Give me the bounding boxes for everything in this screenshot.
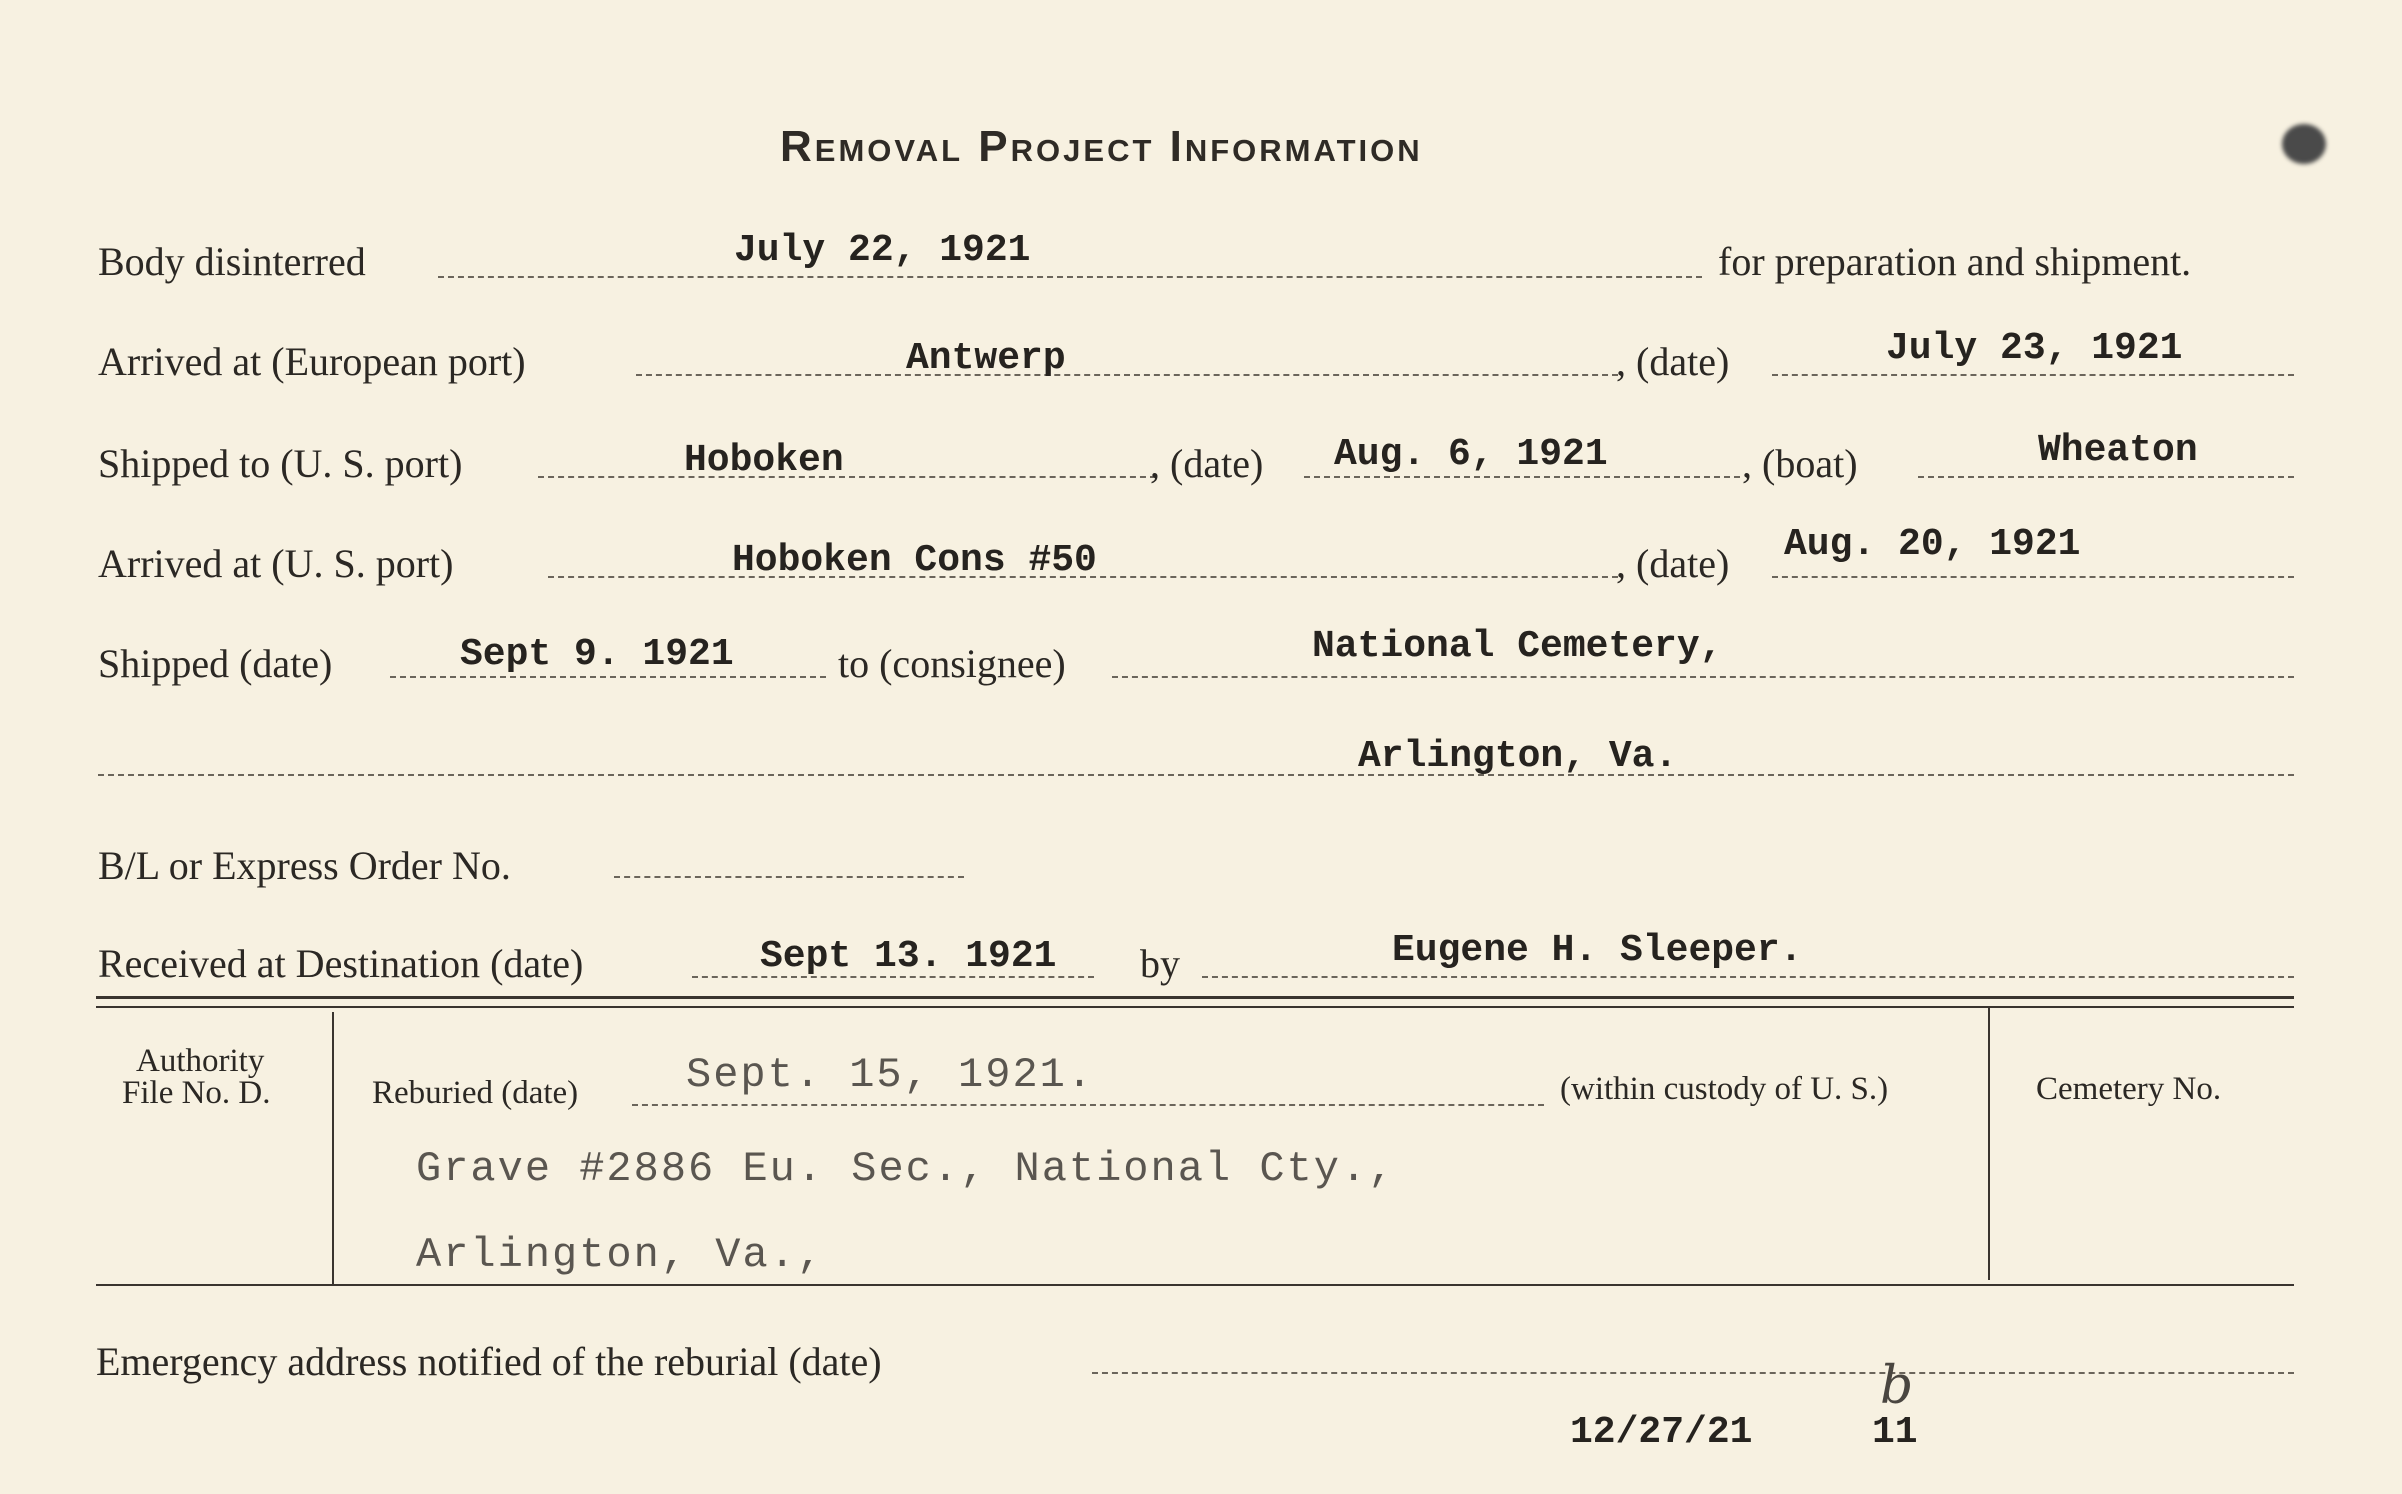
- arrived-eu-date-line: [1772, 374, 2294, 376]
- consignee-value: National Cemetery,: [1312, 625, 1723, 668]
- handwritten-initial: b: [1880, 1356, 1914, 1416]
- reburied-line: [632, 1104, 1544, 1106]
- bl-label: B/L or Express Order No.: [98, 843, 511, 888]
- received-value: Sept 13. 1921: [760, 935, 1057, 978]
- shipped-us-boat-label: , (boat): [1742, 441, 1858, 486]
- authority-label-2: File No. D.: [122, 1075, 271, 1111]
- arrived-us-label: Arrived at (U. S. port): [98, 541, 454, 586]
- consignee-label: to (consignee): [838, 641, 1066, 686]
- shipped-us-boat-line: [1918, 476, 2294, 478]
- reburied-value: Sept. 15, 1921.: [686, 1051, 1095, 1099]
- received-by-line: [1202, 976, 2294, 978]
- consignee-line-2: [98, 774, 2294, 776]
- arrived-eu-date-value: July 23, 1921: [1886, 327, 2183, 370]
- disinterred-label: Body disinterred: [98, 239, 366, 284]
- footer-date: 12/27/21: [1570, 1411, 1753, 1454]
- custody-label: (within custody of U. S.): [1560, 1071, 1889, 1107]
- shipped-us-date-value: Aug. 6, 1921: [1334, 433, 1608, 476]
- emergency-line: [1092, 1372, 2294, 1374]
- box-top-rule: [96, 996, 2294, 999]
- consignee-value-2: Arlington, Va.: [1358, 735, 1678, 778]
- disinterred-value: July 22, 1921: [734, 229, 1031, 272]
- footer-mark: 11: [1872, 1411, 1918, 1454]
- shipped-us-date-line: [1304, 476, 1740, 478]
- reburied-label: Reburied (date): [372, 1075, 579, 1111]
- card-title: Removal Project Information: [780, 122, 1423, 171]
- shipped-label: Shipped (date): [98, 641, 333, 686]
- grave-line-1: Grave #2886 Eu. Sec., National Cty.,: [416, 1145, 1396, 1193]
- shipped-value: Sept 9. 1921: [460, 633, 734, 676]
- authority-label-1: Authority: [136, 1043, 265, 1079]
- ink-blot: [2282, 124, 2326, 164]
- arrived-eu-line: [636, 374, 1618, 376]
- consignee-line: [1112, 676, 2294, 678]
- shipped-line: [390, 676, 826, 678]
- received-by-value: Eugene H. Sleeper.: [1392, 929, 1803, 972]
- shipped-us-value: Hoboken: [684, 439, 844, 482]
- arrived-eu-label: Arrived at (European port): [98, 339, 526, 384]
- box-divider-left: [332, 1012, 334, 1286]
- arrived-us-date-label: , (date): [1616, 541, 1730, 586]
- arrived-us-date-line: [1772, 576, 2294, 578]
- arrived-us-date-value: Aug. 20, 1921: [1784, 523, 2081, 566]
- received-label: Received at Destination (date): [98, 941, 584, 986]
- shipped-us-label: Shipped to (U. S. port): [98, 441, 463, 486]
- box-divider-right: [1988, 1008, 1990, 1280]
- arrived-us-value: Hoboken Cons #50: [732, 539, 1097, 582]
- arrived-eu-date-label: , (date): [1616, 339, 1730, 384]
- shipped-us-line: [538, 476, 1156, 478]
- arrived-eu-value: Antwerp: [906, 337, 1066, 380]
- disinterred-line: [438, 276, 1702, 278]
- cemetery-no-label: Cemetery No.: [2036, 1071, 2222, 1107]
- grave-line-2: Arlington, Va.,: [416, 1231, 825, 1279]
- shipped-us-date-label: , (date): [1150, 441, 1264, 486]
- emergency-label: Emergency address notified of the reburial (date): [96, 1339, 882, 1384]
- disinterred-suffix: for preparation and shipment.: [1718, 239, 2192, 284]
- received-by-label: by: [1140, 941, 1180, 986]
- box-bottom-rule: [96, 1284, 2294, 1286]
- bl-line: [614, 876, 964, 878]
- box-top-rule-2: [96, 1006, 2294, 1008]
- shipped-us-boat-value: Wheaton: [2038, 429, 2198, 472]
